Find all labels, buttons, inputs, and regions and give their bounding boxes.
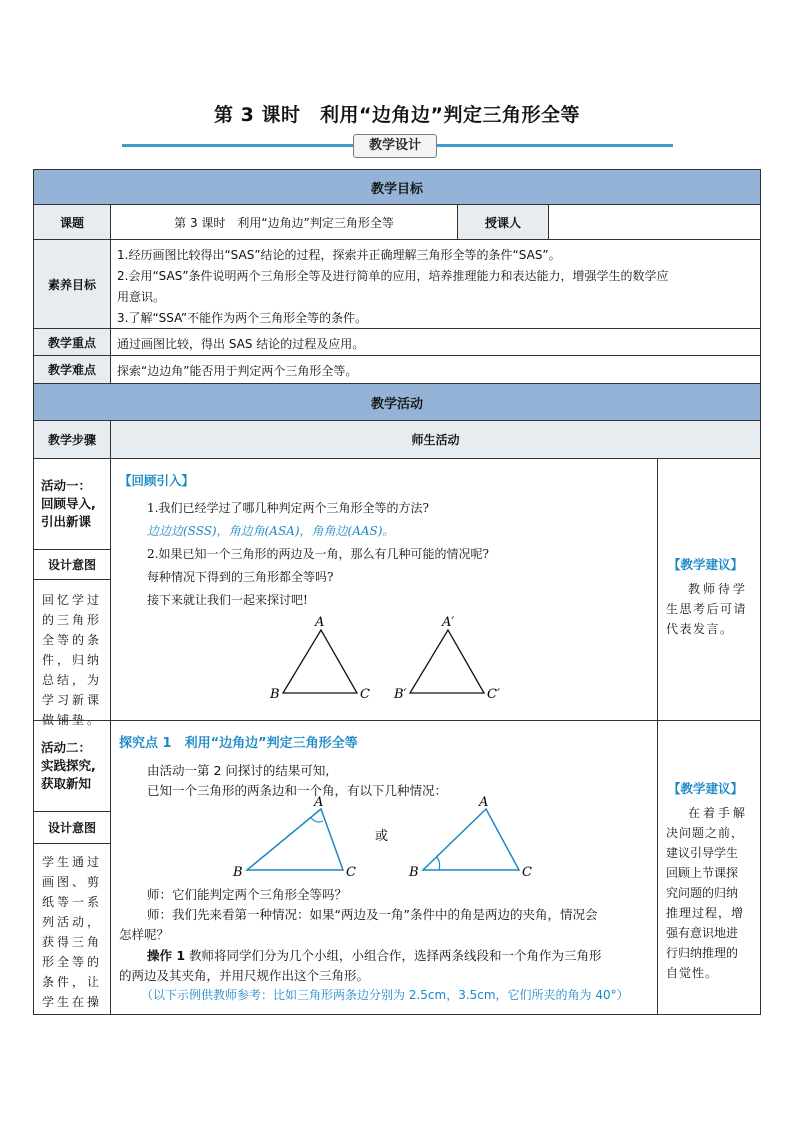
a2-design-line: 画图、剪 bbox=[42, 875, 103, 889]
triangle-abc bbox=[283, 630, 357, 693]
goal-line-4: 3.了解“SSA”不能作为两个三角形全等的条件。 bbox=[117, 311, 368, 325]
activity2-side-line: 自觉性。 bbox=[666, 966, 719, 980]
a1-design-line: 总结，为 bbox=[42, 673, 103, 687]
a1-design-line: 回忆学过 bbox=[42, 593, 103, 607]
activity2-side-line: 回顾上节课探 bbox=[666, 866, 739, 880]
label-A-prime: A′ bbox=[442, 615, 455, 630]
triangle-case-1 bbox=[247, 809, 343, 870]
activity2-label bbox=[33, 720, 111, 812]
activity1-design-text bbox=[33, 579, 111, 727]
activity1-side bbox=[657, 458, 761, 721]
label-B: B bbox=[270, 687, 280, 702]
activity1-q2: 2.如果已知一个三角形的两边及一角，那么有几种可能的情况呢? bbox=[147, 547, 489, 561]
label-B-2: B bbox=[409, 865, 419, 880]
label-A: A bbox=[315, 615, 325, 630]
activity2-side-line: 建议引导学生 bbox=[666, 846, 739, 860]
a2-design-line: 学生通过 bbox=[42, 855, 103, 869]
teacher-label: 授课人 bbox=[457, 204, 549, 240]
course-value: 第 3 课时 利用“边角边”判定三角形全等 bbox=[110, 204, 458, 240]
activity2-heading: 探究点 1 利用“边角边”判定三角形全等 bbox=[119, 736, 358, 751]
triangle-a2b2c2 bbox=[410, 630, 484, 693]
activity1-label bbox=[33, 458, 111, 550]
badge-line-left bbox=[122, 144, 353, 147]
section2-header: 教学活动 bbox=[33, 383, 761, 421]
key-value: 通过画图比较，得出 SAS 结论的过程及应用。 bbox=[110, 328, 761, 356]
angle-mark-A bbox=[311, 818, 323, 822]
activity2-side-line: 究问题的归纳 bbox=[666, 886, 739, 900]
a1-design-line: 的三角形 bbox=[42, 613, 103, 627]
activity2-p2: 已知一个三角形的两条边和一个角，有以下几种情况： bbox=[147, 783, 448, 798]
activity1-content bbox=[110, 458, 658, 721]
activity1-side-line1: 教师待学 bbox=[688, 582, 749, 596]
activity2-p1: 由活动一第 2 问探讨的结果可知, bbox=[147, 763, 330, 778]
activity2-p6 bbox=[147, 946, 602, 964]
a2-design-line: 条件，让 bbox=[42, 975, 103, 989]
activity2-p5: 怎样呢？ bbox=[119, 927, 170, 942]
goals-label: 素养目标 bbox=[33, 239, 111, 329]
label-C: C bbox=[360, 687, 370, 702]
activity2-side-head: 【教学建议】 bbox=[668, 781, 744, 796]
activity2-design-text bbox=[33, 843, 111, 1015]
teacher-value bbox=[548, 204, 761, 240]
a1-design-line: 件，归纳 bbox=[42, 653, 103, 667]
activity2-p3: 师：它们能判定两个三角形全等吗？ bbox=[147, 887, 348, 902]
activity1-side-line3: 代表发言。 bbox=[666, 622, 734, 636]
activity2-side-line: 强有意识地进 bbox=[666, 926, 739, 940]
activity2-label-line3: 获取新知 bbox=[41, 776, 92, 791]
or-text: 或 bbox=[375, 829, 389, 844]
activity2-side-line: 推理过程，增 bbox=[666, 906, 745, 920]
activity1-a1: 边边边(SSS)，角边角(ASA)，角角边(AAS)。 bbox=[147, 524, 395, 538]
label-A-1: A bbox=[314, 796, 324, 810]
activity1-label-line3: 引出新课 bbox=[41, 514, 92, 529]
operation-text: 教师将同学们分为几个小组，小组合作，选择两条线段和一个角作为三角形 bbox=[185, 948, 602, 963]
label-C-prime: C′ bbox=[487, 687, 500, 702]
activity1-label-line2: 回顾导入, bbox=[41, 496, 96, 511]
a1-design-line: 做铺垫。 bbox=[42, 713, 103, 727]
goal-line-3: 用意识。 bbox=[117, 290, 166, 304]
activity1-q4: 接下来就让我们一起来探讨吧! bbox=[147, 593, 308, 607]
a2-design-line: 获得三角 bbox=[42, 935, 103, 949]
activity2-label-line2: 实践探究, bbox=[41, 758, 96, 773]
angle-mark-B bbox=[437, 857, 440, 870]
label-C-1: C bbox=[346, 865, 356, 880]
activity1-label-line1: 活动一： bbox=[41, 478, 92, 493]
triangle-case-2 bbox=[423, 809, 519, 870]
course-label: 课题 bbox=[33, 204, 111, 240]
activity1-tag: 【回顾引入】 bbox=[119, 473, 195, 488]
goal-line-1: 1.经历画图比较得出“SAS”结论的过程，探索并正确理解三角形全等的条件“SAS”。 bbox=[117, 248, 561, 262]
activity1-triangles-figure bbox=[111, 604, 659, 724]
difficulty-value: 探索“边边角”能否用于判定两个三角形全等。 bbox=[110, 355, 761, 384]
section1-header: 教学目标 bbox=[33, 169, 761, 205]
activity1-side-head: 【教学建议】 bbox=[668, 557, 744, 572]
a1-design-line: 全等的条 bbox=[42, 633, 103, 647]
label-B-prime: B′ bbox=[394, 687, 407, 702]
activity2-side-line: 决问题之前， bbox=[666, 826, 745, 840]
activity1-side-line2: 生思考后可请 bbox=[666, 602, 748, 616]
activity1-q1: 1.我们已经学过了哪几种判定两个三角形全等的方法? bbox=[147, 501, 429, 515]
activity2-content bbox=[110, 720, 658, 1015]
operation-label: 操作 1 bbox=[147, 948, 186, 963]
a2-design-line: 列活动， bbox=[42, 915, 103, 929]
badge-line-right bbox=[435, 144, 673, 147]
activity2-p4: 师：我们先来看第一种情况：如果“两边及一角”条件中的角是两边的夹角，情况会 bbox=[147, 907, 598, 922]
steps-col-header: 教学步骤 bbox=[33, 420, 111, 459]
activity2-p8: （以下示例供教师参考：比如三角形两条边分别为 2.5cm，3.5cm，它们所夹的角为 40°） bbox=[141, 988, 629, 1002]
activity2-design-label: 设计意图 bbox=[33, 811, 111, 844]
label-C-2: C bbox=[522, 865, 532, 880]
a1-design-line: 学习新课 bbox=[42, 693, 103, 707]
activity-col-header: 师生活动 bbox=[110, 420, 761, 459]
label-B-1: B bbox=[233, 865, 243, 880]
a2-design-line: 形全等的 bbox=[42, 955, 103, 969]
label-A-2: A bbox=[479, 796, 489, 810]
activity2-side-line: 在着手解 bbox=[688, 806, 749, 820]
goal-line-2: 2.会用“SAS”条件说明两个三角形全等及进行简单的应用，培养推理能力和表达能力，增强学生的数学应 bbox=[117, 269, 669, 283]
activity2-triangles-figure bbox=[111, 796, 659, 886]
a2-design-line: 纸等一系 bbox=[42, 895, 103, 909]
difficulty-label: 教学难点 bbox=[33, 355, 111, 384]
activity2-side bbox=[657, 720, 761, 1015]
key-label: 教学重点 bbox=[33, 328, 111, 356]
section-badge: 教学设计 bbox=[353, 134, 437, 158]
goals-value bbox=[110, 239, 761, 329]
activity2-side-line: 行归纳推理的 bbox=[666, 946, 739, 960]
activity1-q3: 每种情况下得到的三角形都全等吗? bbox=[147, 570, 334, 584]
page-title: 第 3 课时 利用“边角边”判定三角形全等 bbox=[214, 104, 580, 126]
activity2-p7: 的两边及其夹角，并用尺规作出这个三角形。 bbox=[119, 968, 370, 983]
a2-design-line: 学生在操 bbox=[42, 995, 103, 1009]
activity1-design-label: 设计意图 bbox=[33, 549, 111, 580]
activity2-label-line1: 活动二： bbox=[41, 740, 92, 755]
